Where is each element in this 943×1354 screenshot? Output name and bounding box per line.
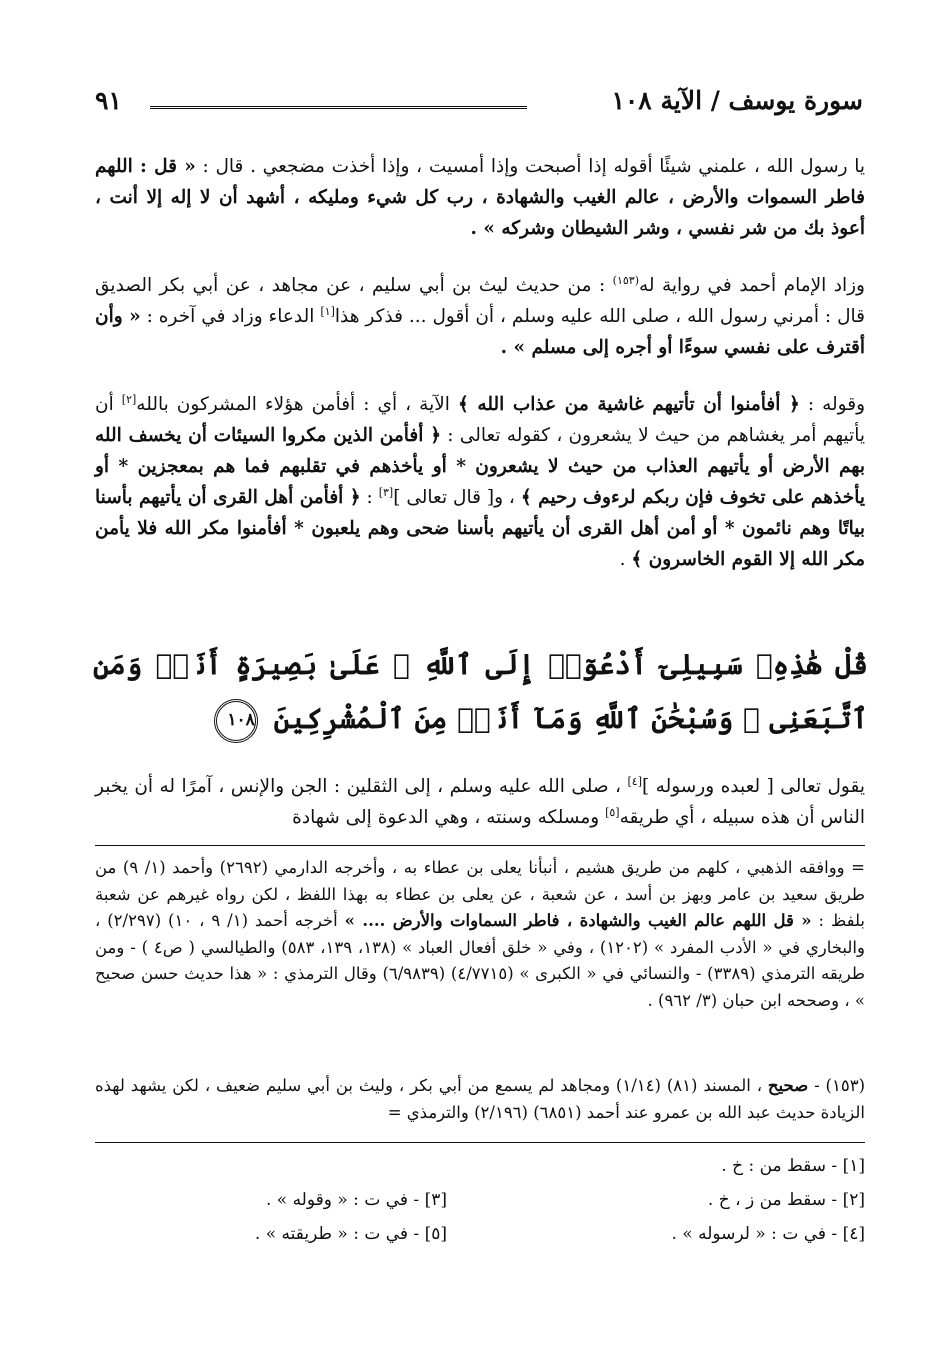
text-run: : من حديث ليث بن أبي سليم ، عن مجاهد ، عن أبي بكر الصديق قال : أمرني رسول الله ، صلى الله عليه وسلم ، أن أقول ... فذكر هذا [95,275,865,327]
header-rule [150,106,527,109]
note-item: [٥] - في ت : « طريقته » . [254,1224,447,1244]
footnote-continued [95,855,865,1015]
text-run: ، صلى الله عليه وسلم ، إلى الثقلين : الجن والإنس ، آمرًا له أن يخبر الناس أن هذه سبيله ، أي طريقه [95,776,865,828]
page-number: ٩١ [95,86,122,115]
footnote-ref: [٢] [121,392,137,406]
footnote-153 [95,1073,865,1126]
text-run: وقوله : [799,394,866,415]
note-row [85,1184,865,1218]
verse-text: قُلْ هَٰذِهِۦ سَبِيلِىٓ أَدْعُوٓا۟ إِلَى ٱللَّهِ ۚ عَلَىٰ بَصِيرَةٍ أَنَا۠ وَمَنِ ٱتَّبَعَنِى ۖ وَسُبْحَٰنَ ٱللَّهِ وَمَآ أَنَا۠ مِنَ ٱلْمُشْرِكِينَ [93,648,868,735]
bold-text-run: « قل : اللهم فاطر السموات والأرض ، عالم الغيب والشهادة ، رب كل شيء ومليكه ، أشهد أن لا إله إلا أنت ، أعوذ بك من شر نفسي ، وشر الشيطان وشركه » . [95,156,865,239]
text-run: الآية ، أي : أفأمن هؤلاء المشركون بالله [136,394,458,415]
text-run: . [619,549,632,570]
bold-text-run: صحيح [767,1076,809,1095]
note-item: [٣] - في ت : « وقوله » . [265,1190,447,1210]
surah-title: سورة يوسف / الآية ١٠٨ [611,86,863,115]
paragraph-2 [95,270,865,363]
text-run: وزاد الإمام أحمد في رواية له [638,275,865,296]
footnote-ref: [٥] [605,805,620,819]
footnote-ref: [١] [320,304,335,318]
text-run: : [360,487,379,508]
text-run: الدعاء وزاد في آخره : [140,306,321,327]
text-run: = ووافقه الذهبي ، كلهم من طريق هشيم ، أنبأنا يعلى بن عطاء به ، وأخرجه الدارمي (٢٦٩٢) وأحمد (١/ ٩) من طريق سعيد بن عامر وبهز بن أسد ، عن شعبة ، عن يعلى بن عطاء به بهذا اللفظ ، لكن رواه غيرهم عن شعبة بلفظ : [95,858,866,931]
note-row [85,1150,865,1184]
text-run: ، المسند (٨١) (١/١٤) ومجاهد لم يسمع من أبي بكر ، وليث بن أبي سليم ضعيف ، لكن يشهد لهذه الزيادة حديث عبد الله بن عمرو عند أحمد (٦٨٥١) (٢/١٩٦) والترمذي = [95,1076,865,1122]
note-row [85,1218,865,1252]
bold-text-run: ﴿ أفأمنوا أن تأتيهم غاشية من عذاب الله ﴾ [457,394,800,415]
note-item: [٤] - في ت : « لرسوله » . [671,1224,865,1244]
text-run: أخرجه أحمد (١/ ٩ ، ١٠) (٢/٢٩٧) ، والبخاري في « الأدب المفرد » (١٢٠٢) ، وفي « خلق أفعال العباد » (١٣٨، ١٣٩، ٥٨٣) والطيالسي ( ص٤ ) - ومن طريقه الترمذي (٣٣٨٩) - والنسائي في « الكبرى » (٤/٧٧١٥) (٦/٩٨٣٩) وقال الترمذي : « هذا حديث حسن صحيح » ، وصححه ابن حبان (٣/ ٩٦٢) . [95,911,866,1010]
text-run: يا رسول الله ، علمني شيئًا أقوله إذا أصبحت وإذا أمسيت ، وإذا أخذت مضجعي . قال : [195,156,865,177]
text-run: ، و[ قال تعالى ] [393,487,521,508]
footnote-ref: [٣] [378,485,394,499]
text-run: ومسلكه وسنته ، وهي الدعوة إلى شهادة [292,807,606,828]
apparatus-notes [85,1150,865,1252]
footnote-ref: (١٥٣) [612,273,639,287]
quran-verse [93,638,868,746]
note-item: [٢] - سقط من ز ، خ . [707,1190,865,1210]
text-run: يقول تعالى [ لعبده ورسوله ] [641,776,865,797]
footnote-separator [95,845,865,846]
paragraph-3 [95,389,865,575]
footnote-ref: [٤] [627,774,642,788]
paragraph-4 [95,771,865,833]
bold-text-run: « وأن أقترف على نفسي سوءًا أو أجره إلى مسلم » . [95,306,865,358]
running-header [95,86,863,122]
bold-text-run: ﴿ أفأمن الذين مكروا السيئات أن يخسف الله بهم الأرض أو يأتيهم العذاب من حيث لا يشعرون * أو يأخذهم في تقلبهم فما هم بمعجزين * أو يأخذهم على تخوف فإن ربكم لرءوف رحيم ﴾ [95,425,865,508]
text-run: (١٥٣) - [808,1076,865,1095]
text-run: أن يأتيهم أمر يغشاهم من حيث لا يشعرون ، كقوله تعالى : [95,394,865,446]
ayah-number-marker: ١٠٨ [214,699,258,743]
paragraph-1 [95,151,865,244]
notes-separator [95,1142,865,1143]
note-item: [١] - سقط من : خ . [721,1156,865,1176]
bold-text-run: « قل اللهم عالم الغيب والشهادة ، فاطر السماوات والأرض .... » [344,911,812,931]
bold-text-run: ﴿ أفأمن أهل القرى أن يأتيهم بأسنا بياتًا وهم نائمون * أو أمن أهل القرى أن يأتيهم بأسنا ضحى وهم يلعبون * أفأمنوا مكر الله فلا يأمن مكر الله إلا القوم الخاسرون ﴾ [95,487,865,570]
